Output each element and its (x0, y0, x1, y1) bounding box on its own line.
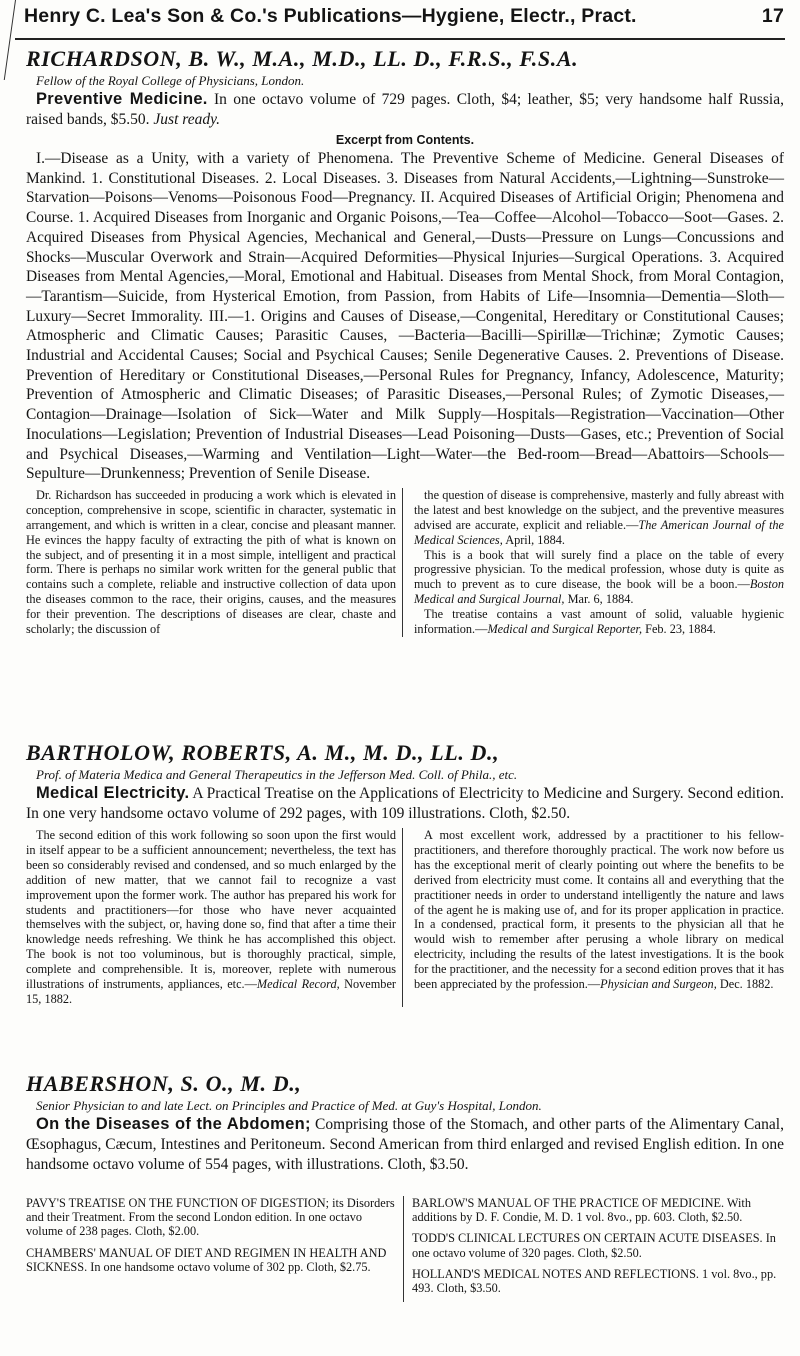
book-details: A Practical Treatise on the Applications of Electricity to Medicine and Surgery. Second edition. In one very handsome octavo volume of 292 pages, with 109 illustrations. Cloth, $2.50. (26, 785, 784, 822)
review-text: Dr. Richardson has succeeded in producing a work which is elevated in conception, comprehensive in scope, scientific in character, systematic in arrangement, and which is written in a clear, concise and pleasant manner. He evinces the happy faculty of extracting the pith of what is known on the subject, and of presenting it in a most simple, intelligent and practical form. There is perhaps no similar work written for the general public that contains such a complete, reliable and instructive collection of data upon the diseases common to the race, their origins, causes, and the measures for their prevention. The descriptions of diseases are clear, chaste and scholarly; the discussion of (26, 487, 396, 637)
header-rule (15, 38, 785, 40)
review-text: A most excellent work, addressed by a practitioner to his fellow-practitioners, and therefore thoroughly practical. The work now before us has the exceptional merit of clearly pointing out where the benefits to be derived from electricity must come. It contains all and everything that the practitioner needs in order to understand intelligently the nature and laws of the agent he is making use of, and for its proper application in practice. In a condensed, practical form, it presents to the physician all that he would wish to remember after perusing a whole library on medical electricity, including the results of the latest investigations. It is the book for the practitioner, and the necessity for a second edition proves that it has been appreciated by the profession.— (414, 828, 784, 992)
review-text: The second edition of this work following so soon upon the first would in itself appear to be a sufficient announcement; nevertheless, the text has been so considerably revised and condensed, and so much enlarged by the addition of new matter, that we cannot fail to recognize a vast improvement upon the former work. The author has prepared his work for students and practitioners—for those who have never acquainted themselves with the subject, or, having done so, find that after a time their knowledge needs refreshing. We think he has accomplished this object. The book is not too voluminous, but is thoroughly practical, simple, complete and comprehensible. It is, moreover, replete with numerous illustrations of instruments, appliances, etc.— (26, 828, 396, 992)
review-source: Boston Medical and Surgical Journal, (414, 577, 784, 607)
book-listing (26, 89, 784, 130)
book-title: On the Diseases of the Abdomen; (36, 1115, 311, 1133)
reviews (26, 488, 784, 637)
book-details: Comprising those of the Stomach, and other parts of the Alimentary Canal, Œsophagus, Cæcum, Intestines and Peritoneum. Second American from third enlarged and revised English edition. In one handsome octavo volume of 554 pages, with illustrations. Cloth, $3.50. (26, 1116, 784, 1173)
review-date: November 15, 1882. (26, 977, 396, 1006)
other-titles (26, 1196, 784, 1302)
review (414, 828, 784, 992)
page-edge-line (4, 0, 16, 80)
other-titles-left (26, 1196, 398, 1302)
excerpt-heading: Excerpt from Contents. (335, 133, 475, 147)
author-name: BARTHOLOW, ROBERTS, A. M., M. D., LL. D., (26, 740, 500, 765)
review-source: Medical Record, (256, 977, 340, 992)
habershon-entry (26, 1071, 784, 1175)
review-source: Medical and Surgical Reporter, (487, 622, 643, 637)
review (414, 488, 784, 548)
review (414, 607, 784, 637)
review-text: This is a book that will surely find a place on the table of every progressive physician. To the medical profession, whose duty is quite as much to prevent as to cure disease, the book will be a boon.— (414, 547, 784, 592)
book-listing (26, 1114, 784, 1175)
header-title: Henry C. Lea's Son & Co.'s Publications—Hygiene, Electr., Pract. (24, 5, 637, 27)
availability-note: Just ready. (153, 111, 221, 128)
review-column-right (408, 828, 784, 1007)
contents-excerpt: I.—Disease as a Unity, with a variety of Phenomena. The Preventive Scheme of Medicine. General Diseases of Mankind. 1. Constitutional Diseases. 2. Local Diseases. 3. Diseases from Natural Accidents,—Lightning—Sunstroke—Starvation—Poisons—Venoms—Poisonous Food—Pregnancy. II. Acquired Diseases of Artificial Origin; Phenomena and Course. 1. Acquired Diseases from Inorganic and Organic Poisons,—Tea—Coffee—Alcohol—Tobacco—Soot—Gases. 2. Acquired Diseases from Physical Agencies, Mechanical and General,—Dusts—Pressure on Lungs—Concussions and Shocks—Muscular Overwork and Strain—Acquired Deformities—Physical Injuries—Surgical Operations. 3. Acquired Diseases from Mental Agencies,—Moral, Emotional and Habitual. Diseases from Mental Shock, from Moral Contagion,—Tarantism—Suicide, from Hysterical Emotion, from Passion, from Habits of Life—Insomnia—Dementia—Sloth—Luxury—Secret Immorality. III.—1. Origins and Causes of Disease,—Congenital, Hereditary or Constitutional Causes; Atmospheric and Climatic Causes; Parasitic Causes, —Bacteria—Bacilli—Spirillæ—Trichinæ; Zymotic Causes; Industrial and Accidental Causes; Social and Psychical Causes; Senile Degenerative Causes. 2. Preventions of Disease. Prevention of Hereditary or Constitutional Diseases,—Personal Rules for Pregnancy, Infancy, Adolescence, Maturity; Prevention of Atmospheric and Climatic Diseases; of Parasitic Diseases,—Personal Rules; of Zymotic Diseases,—Contagion—Drainage—Isolation of Sick—Water and Milk Supply—Hospitals—Registration—Vaccination—Other Inoculations—Legislation; Prevention of Industrial Diseases—Lead Poisoning—Dusts—Gases, etc.; Prevention of Social and Psychical Diseases,—Warming and Ventilation—Light—Water—the Bed-room—Bread—Abattoirs—Schools—Sepulture—Drunkenness; Prevention of Senile Disease. (26, 150, 784, 483)
review-text: the question of disease is comprehensive, masterly and fully abreast with the latest and best knowledge on the subject, and the preventive measures advised are accurate, explicit and reliable.— (414, 487, 784, 532)
review-column-right (408, 488, 784, 637)
running-header (24, 5, 784, 28)
book-title: Medical Electricity. (36, 784, 190, 802)
review-date: April, 1884. (505, 532, 565, 547)
review-date: Feb. 23, 1884. (645, 622, 716, 637)
title-listing: CHAMBERS' MANUAL OF DIET AND REGIMEN IN HEALTH AND SICKNESS. In one handsome octavo volume of 302 pp. Cloth, $2.75. (26, 1245, 387, 1274)
review (414, 548, 784, 608)
review-date: Mar. 6, 1884. (567, 592, 634, 607)
author-affiliation: Prof. of Materia Medica and General Therapeutics in the Jefferson Med. Coll. of Phila., etc. (36, 767, 518, 782)
title-listing: PAVY'S TREATISE ON THE FUNCTION OF DIGESTION; its Disorders and their Treatment. From the second London edition. In one octavo volume of 238 pages. Cloth, $2.00. (26, 1196, 395, 1239)
review-column-left (26, 828, 403, 1007)
author-name: HABERSHON, S. O., M. D., (26, 1071, 302, 1096)
book-title: Preventive Medicine. (36, 90, 208, 108)
review (26, 828, 396, 1007)
richardson-entry (26, 46, 784, 637)
title-listing: HOLLAND'S MEDICAL NOTES AND REFLECTIONS. 1 vol. 8vo., pp. 493. Cloth, $3.50. (412, 1266, 777, 1296)
reviews (26, 828, 784, 1007)
author-affiliation: Fellow of the Royal College of Physicians, London. (36, 73, 305, 88)
review-source: The American Journal of the Medical Sciences, (414, 517, 784, 547)
review-source: Physician and Surgeon, (600, 977, 717, 992)
review-date: Dec. 1882. (719, 977, 774, 992)
book-listing (26, 783, 784, 824)
title-listing: BARLOW'S MANUAL OF THE PRACTICE OF MEDICINE. With additions by D. F. Condie, M. D. 1 vol. 8vo., pp. 603. Cloth, $2.50. (412, 1196, 751, 1225)
other-titles-right (403, 1196, 784, 1302)
title-listing: TODD'S CLINICAL LECTURES ON CERTAIN ACUTE DISEASES. In one octavo volume of 320 pages. Cloth, $2.50. (412, 1231, 776, 1260)
author-name: RICHARDSON, B. W., M.A., M.D., LL. D., F.R.S., F.S.A. (26, 46, 579, 71)
page-number: 17 (761, 5, 784, 27)
author-affiliation: Senior Physician to and late Lect. on Principles and Practice of Med. at Guy's Hospital, London. (36, 1098, 542, 1113)
book-details: In one octavo volume of 729 pages. Cloth, $4; leather, $5; very handsome half Russia, raised bands, $5.50. (26, 91, 784, 128)
review-column-left (26, 488, 403, 637)
review-text: The treatise contains a vast amount of solid, valuable hygienic information.— (414, 607, 784, 637)
bartholow-entry (26, 740, 784, 1007)
